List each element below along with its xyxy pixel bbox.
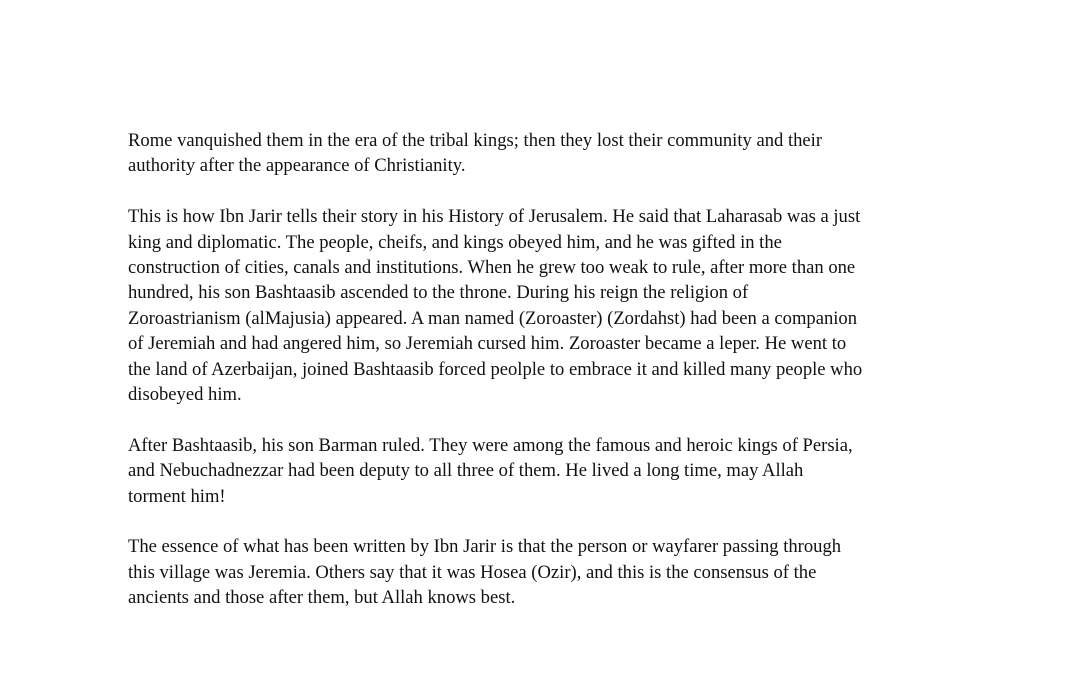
paragraph-rome <box>128 128 968 179</box>
text-line: hundred, his son Bashtaasib ascended to the throne. During his reign the religion of <box>128 282 749 304</box>
paragraph-essence <box>128 534 968 610</box>
text-line: The essence of what has been written by Ibn Jarir is that the person or wayfarer passing through <box>128 536 842 558</box>
text-line: This is how Ibn Jarir tells their story in his History of Jerusalem. He said that Laharasab was a just <box>128 206 861 228</box>
text-line: this village was Jeremia. Others say that it was Hosea (Ozir), and this is the consensus of the <box>128 561 817 583</box>
text-line: authority after the appearance of Christianity. <box>128 155 466 177</box>
text-line: and Nebuchadnezzar had been deputy to all three of them. He lived a long time, may Allah <box>128 460 804 482</box>
text-line: the land of Azerbaijan, joined Bashtaasib forced peolple to embrace it and killed many people who <box>128 358 863 380</box>
text-line: ancients and those after them, but Allah knows best. <box>128 587 516 609</box>
document-body <box>128 128 968 636</box>
text-line: After Bashtaasib, his son Barman ruled. They were among the famous and heroic kings of Persia, <box>128 434 853 456</box>
paragraph-ibn-jarir-story <box>128 204 968 407</box>
text-line: Zoroastrianism (alMajusia) appeared. A man named (Zoroaster) (Zordahst) had been a companion <box>128 307 858 329</box>
text-line: king and diplomatic. The people, cheifs, and kings obeyed him, and he was gifted in the <box>128 231 782 253</box>
text-line: of Jeremiah and had angered him, so Jeremiah cursed him. Zoroaster became a leper. He went to <box>128 333 847 355</box>
text-line: Rome vanquished them in the era of the tribal kings; then they lost their community and their <box>128 130 823 151</box>
text-line: construction of cities, canals and institutions. When he grew too weak to rule, after more than one <box>128 257 856 279</box>
text-line: disobeyed him. <box>128 384 242 406</box>
text-line: torment him! <box>128 485 226 507</box>
paragraph-barman <box>128 433 968 509</box>
